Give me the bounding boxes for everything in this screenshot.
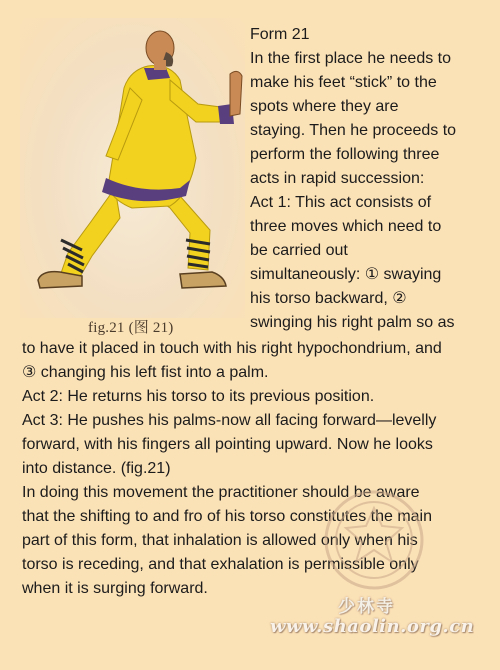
figure-caption: fig.21 (图 21) [88,320,174,336]
text-line: that the shifting to and fro of his torso constitutes the main [22,508,433,525]
watermark-seal-icon [320,486,428,594]
text-line: be carried out [250,242,348,259]
text-line: Act 2: He returns his torso to its previous position. [22,388,375,405]
text-line: into distance. (fig.21) [22,460,171,477]
text-line: when it is surging forward. [22,580,208,597]
text-line: simultaneously: ① swaying [250,266,442,283]
text-line: acts in rapid succession: [250,170,425,187]
watermark-chinese: 少林寺 [338,597,395,617]
watermark-url: www.shaolin.org.cn [270,616,475,637]
text-line: part of this form, that inhalation is allowed only when his [22,532,418,549]
text-line: Act 1: This act consists of [250,194,432,211]
text-line: his torso backward, ② [250,290,407,307]
text-line: Act 3: He pushes his palms-now all facing forward—levelly [22,412,437,429]
text-line: perform the following three [250,146,440,163]
text-line: to have it placed in touch with his right hypochondrium, and [22,340,442,357]
text-line: three moves which need to [250,218,442,235]
monk-illustration [20,18,245,318]
text-line: spots where they are [250,98,399,115]
text-line: In the first place he needs to [250,50,452,67]
text-line: In doing this movement the practitioner should be aware [22,484,420,501]
text-line: torso is receding, and that exhalation is permissible only [22,556,419,573]
text-line: ③ changing his left fist into a palm. [22,364,269,381]
text-column [250,23,456,335]
text-line: staying. Then he proceeds to [250,122,457,139]
text-line: swinging his right palm so as [250,314,455,331]
text-line: forward, with his fingers all pointing upward. Now he looks [22,436,433,453]
martial-arts-figure [20,18,245,318]
form-title: Form 21 [250,26,310,43]
text-line: make his feet “stick” to the [250,74,437,91]
